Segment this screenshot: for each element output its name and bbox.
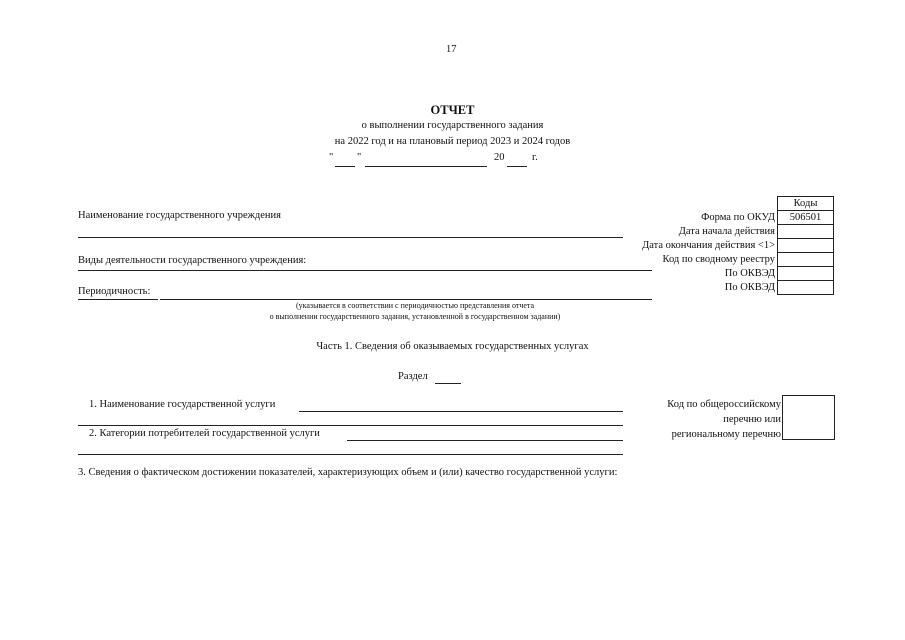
registry-code-box[interactable] (782, 395, 835, 440)
service-name-label: 1. Наименование государственной услуги (89, 399, 276, 410)
date-day-blank[interactable] (335, 166, 355, 167)
code-end-date[interactable] (777, 238, 834, 253)
report-subtitle-1: о выполнении государственного задания (361, 120, 544, 131)
service-name-line-2[interactable] (78, 425, 623, 426)
activity-types-line[interactable] (78, 270, 652, 271)
institution-name-label: Наименование государственного учреждения (78, 210, 281, 221)
part1-title: Часть 1. Сведения об оказываемых государственных услугах (316, 341, 589, 352)
date-year-blank[interactable] (507, 166, 527, 167)
periodicity-line[interactable] (160, 299, 652, 300)
code-label-okved-2: По ОКВЭД (724, 282, 775, 293)
code-label-okved-1: По ОКВЭД (724, 268, 775, 279)
periodicity-label: Периодичность: (78, 286, 151, 297)
consumer-categories-line-2[interactable] (78, 454, 623, 455)
registry-code-label-3: региональному перечню (671, 429, 781, 440)
periodicity-note-2: о выполнении государственного задания, установленной в государственном задании) (269, 312, 561, 321)
code-okud[interactable]: 506501 (777, 210, 834, 225)
date-quote-open: " (329, 152, 334, 163)
code-start-date[interactable] (777, 224, 834, 239)
registry-code-label-1: Код по общероссийскому (667, 399, 781, 410)
report-title: ОТЧЕТ (430, 103, 475, 117)
activity-types-label: Виды деятельности государственного учреждения: (78, 255, 307, 266)
service-name-line[interactable] (299, 411, 623, 412)
code-registry[interactable] (777, 252, 834, 267)
registry-code-label-2: перечню или (723, 414, 781, 425)
codes-header: Коды (777, 196, 834, 211)
date-suffix: г. (532, 152, 538, 163)
date-month-blank[interactable] (365, 166, 487, 167)
indicators-heading: 3. Сведения о фактическом достижении показателей, характеризующих объем и (или) качество государственной услуги: (78, 467, 618, 478)
section-number-line[interactable] (435, 383, 461, 384)
code-okved-1[interactable] (777, 266, 834, 281)
code-label-okud: Форма по ОКУД (701, 212, 775, 223)
periodicity-note-1: (указывается в соответствии с периодичностью представления отчета (295, 301, 535, 310)
consumer-categories-label: 2. Категории потребителей государственной услуги (89, 428, 320, 439)
periodicity-label-underline (78, 299, 158, 300)
code-label-start-date: Дата начала действия (678, 226, 775, 237)
code-label-end-date: Дата окончания действия <1> (642, 240, 775, 251)
page-number: 17 (446, 44, 457, 55)
code-okved-2[interactable] (777, 280, 834, 295)
report-subtitle-2: на 2022 год и на плановый период 2023 и 2024 годов (334, 136, 571, 147)
institution-name-line[interactable] (78, 237, 623, 238)
section-label: Раздел (398, 371, 428, 382)
consumer-categories-line[interactable] (347, 440, 623, 441)
date-quote-close: " (357, 152, 362, 163)
date-year-prefix: 20 (494, 152, 505, 163)
code-label-registry: Код по сводному реестру (662, 254, 775, 265)
